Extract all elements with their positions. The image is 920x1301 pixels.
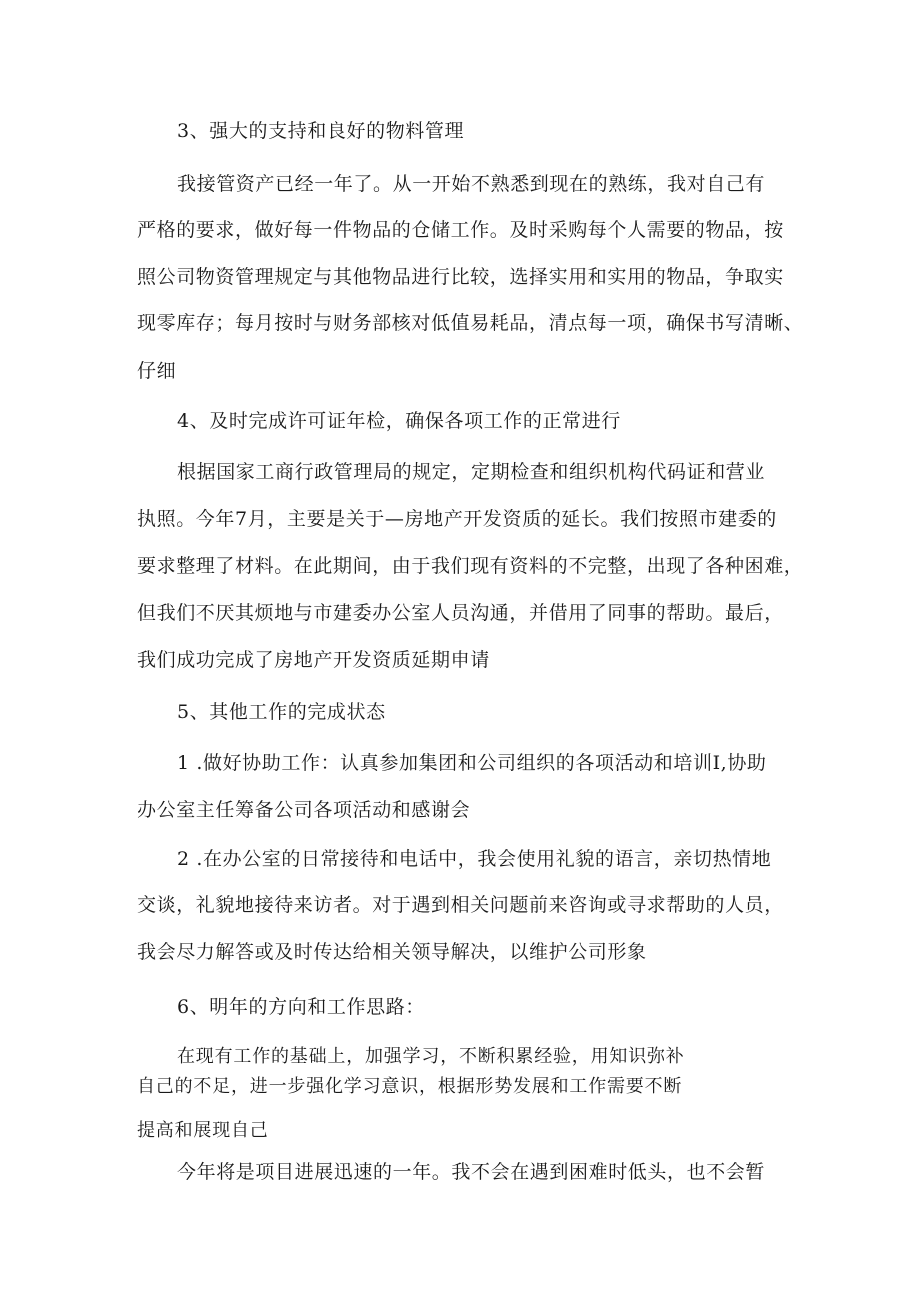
section-5-item-2-line-1: 2 .在办公室的日常接待和电话中，我会使用礼貌的语言，亲切热情地 [177, 848, 772, 870]
section-4-heading: 4、及时完成许可证年检，确保各项工作的正常进行 [177, 410, 621, 432]
section-3-line-3: 照公司物资管理规定与其他物品进行比较，选择实用和实用的物品，争取实 [137, 266, 784, 288]
section-3-heading: 3、强大的支持和良好的物料管理 [177, 120, 465, 142]
section-5-item-2-line-2: 交谈，礼貌地接待来访者。对于遇到相关问题前来咨询或寻求帮助的人员， [137, 894, 784, 916]
section-4-line-5: 我们成功完成了房地产开发资质延期申请 [137, 649, 490, 671]
section-3-line-1: 我接管资产已经一年了。从一开始不熟悉到现在的熟练，我对自己有 [177, 173, 766, 195]
section-6-line-2: 自己的不足，进一步强化学习意识，根据形势发展和工作需要不断 [137, 1076, 683, 1097]
section-5-item-1-line-1: 1 .做好协助工作：认真参加集团和公司组织的各项活动和培训I,协助 [177, 752, 767, 774]
section-6-line-3: 提高和展现自己 [137, 1120, 269, 1141]
section-6-line-4: 今年将是项目进展迅速的一年。我不会在遇到困难时低头，也不会暂 [177, 1161, 766, 1183]
section-4-line-2: 执照。今年7月，主要是关于—房地产开发资质的延长。我们按照市建委的 [137, 508, 777, 530]
section-5-item-1-line-2: 办公室主任筹备公司各项活动和感谢会 [137, 799, 471, 821]
section-3-line-5: 仔细 [137, 360, 177, 382]
section-3-line-2: 严格的要求，做好每一件物品的仓储工作。及时采购每个人需要的物品，按 [137, 219, 784, 241]
section-4-line-4: 但我们不厌其烦地与市建委办公室人员沟通，并借用了同事的帮助。最后， [137, 602, 784, 624]
section-4-line-3: 要求整理了材料。在此期间，由于我们现有资料的不完整，出现了各种困难， [137, 555, 804, 577]
section-3-line-4: 现零库存；每月按时与财务部核对低值易耗品，清点每一项，确保书写清晰、 [137, 312, 804, 334]
section-5-item-2-line-3: 我会尽力解答或及时传达给相关领导解决，以维护公司形象 [137, 941, 647, 963]
section-6-heading: 6、明年的方向和工作思路： [177, 996, 425, 1018]
section-5-heading: 5、其他工作的完成状态 [177, 701, 386, 723]
section-4-line-1: 根据国家工商行政管理局的规定，定期检查和组织机构代码证和营业 [177, 461, 766, 483]
section-6-line-1: 在现有工作的基础上，加强学习，不断积累经验，用知识弥补 [177, 1046, 685, 1067]
